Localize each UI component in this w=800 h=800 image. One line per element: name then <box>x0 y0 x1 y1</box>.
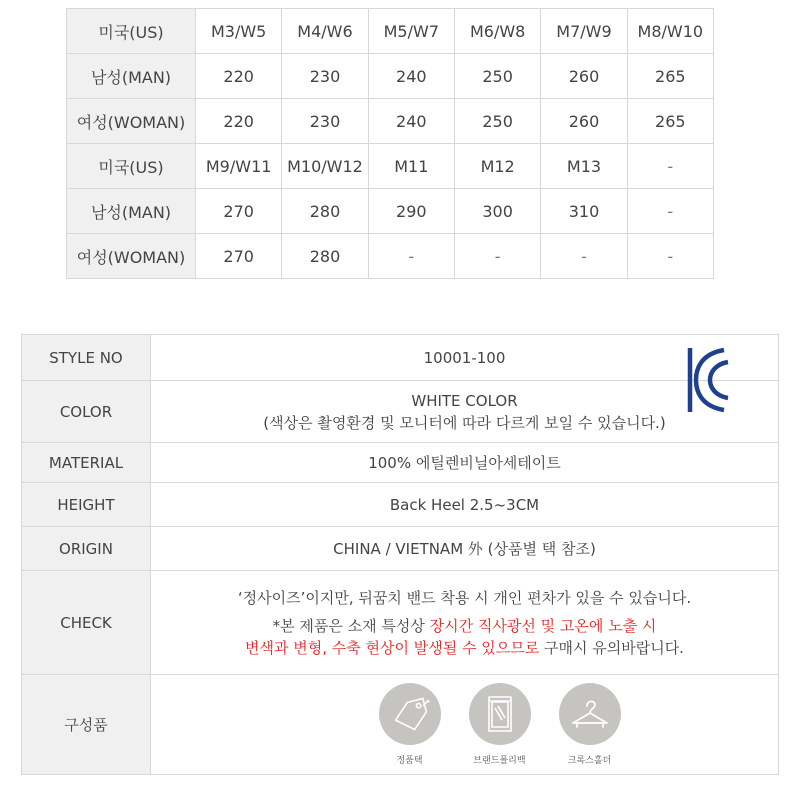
size-cell: 270 <box>196 234 282 279</box>
size-cell: 300 <box>454 189 540 234</box>
component-hanger <box>559 683 621 766</box>
size-cell: M4/W6 <box>282 9 368 54</box>
size-row <box>67 99 714 144</box>
size-cell: - <box>627 144 713 189</box>
info-row-check <box>22 571 779 675</box>
component-tag <box>379 683 441 766</box>
size-cell: 280 <box>282 234 368 279</box>
check-warning-intro: *본 제품은 소재 특성상 <box>272 616 430 635</box>
size-row <box>67 9 714 54</box>
size-cell: - <box>541 234 627 279</box>
size-row-label: 남성(MAN) <box>67 54 196 99</box>
size-row-label: 미국(US) <box>67 9 196 54</box>
size-cell: 265 <box>627 99 713 144</box>
size-cell: M6/W8 <box>454 9 540 54</box>
components-value <box>151 675 779 775</box>
info-row-origin <box>22 527 779 571</box>
size-cell: - <box>627 234 713 279</box>
tag-icon <box>379 683 441 745</box>
info-row-height <box>22 483 779 527</box>
component-hanger-caption: 크록스홀더 <box>567 756 612 766</box>
size-cell: 250 <box>454 99 540 144</box>
check-note: ‘정사이즈’이지만, 뒤꿈치 밴드 착용 시 개인 편차가 있을 수 있습니다. <box>237 588 692 607</box>
size-cell: M5/W7 <box>368 9 454 54</box>
color-label: COLOR <box>22 381 151 443</box>
size-cell: 240 <box>368 54 454 99</box>
style-no-value: 10001-100 <box>151 335 779 381</box>
component-polybag <box>469 683 531 766</box>
size-cell: M7/W9 <box>541 9 627 54</box>
size-cell: 220 <box>196 99 282 144</box>
size-cell: - <box>368 234 454 279</box>
info-row-components <box>22 675 779 775</box>
check-value <box>151 571 779 675</box>
size-cell: 230 <box>282 99 368 144</box>
origin-label: ORIGIN <box>22 527 151 571</box>
height-value: Back Heel 2.5~3CM <box>151 483 779 527</box>
size-row <box>67 189 714 234</box>
color-value-line1: WHITE COLOR <box>411 391 518 410</box>
size-table <box>66 8 714 279</box>
size-cell: 290 <box>368 189 454 234</box>
material-value: 100% 에틸렌비닐아세테이트 <box>151 443 779 483</box>
size-cell: M9/W11 <box>196 144 282 189</box>
size-cell: M10/W12 <box>282 144 368 189</box>
polybag-icon <box>469 683 531 745</box>
size-row-label: 미국(US) <box>67 144 196 189</box>
size-cell: 260 <box>541 54 627 99</box>
check-warning-red2: 변색과 변형, 수축 현상이 발생될 수 있으므로 <box>245 638 540 657</box>
info-row-color <box>22 381 779 443</box>
size-cell: 260 <box>541 99 627 144</box>
material-label: MATERIAL <box>22 443 151 483</box>
size-cell: - <box>627 189 713 234</box>
info-row-style-no <box>22 335 779 381</box>
size-row-label: 여성(WOMAN) <box>67 234 196 279</box>
size-cell: 250 <box>454 54 540 99</box>
size-cell: M12 <box>454 144 540 189</box>
size-cell: M8/W10 <box>627 9 713 54</box>
size-cell: 230 <box>282 54 368 99</box>
hanger-icon <box>559 683 621 745</box>
size-cell: 280 <box>282 189 368 234</box>
info-row-material <box>22 443 779 483</box>
size-cell: M13 <box>541 144 627 189</box>
kc-mark-icon <box>684 344 734 416</box>
components-label: 구성품 <box>22 675 151 775</box>
size-cell: - <box>454 234 540 279</box>
check-warning-line2 <box>151 637 778 659</box>
height-label: HEIGHT <box>22 483 151 527</box>
product-info-table <box>21 334 779 775</box>
origin-value: CHINA / VIETNAM 外 (상품별 택 참조) <box>151 527 779 571</box>
size-cell: 240 <box>368 99 454 144</box>
size-row <box>67 54 714 99</box>
check-warning-line1 <box>151 615 778 637</box>
check-warning-red1: 장시간 직사광선 및 고온에 노출 시 <box>429 616 657 635</box>
check-warning-outro: 구매시 유의바랍니다. <box>539 638 684 657</box>
size-row-label: 남성(MAN) <box>67 189 196 234</box>
component-tag-caption: 정품택 <box>396 756 423 766</box>
color-disclaimer: (색상은 촬영환경 및 모니터에 따라 다르게 보일 수 있습니다.) <box>263 413 666 432</box>
style-no-label: STYLE NO <box>22 335 151 381</box>
size-row <box>67 234 714 279</box>
size-cell: 265 <box>627 54 713 99</box>
size-cell: 220 <box>196 54 282 99</box>
check-label: CHECK <box>22 571 151 675</box>
size-cell: M11 <box>368 144 454 189</box>
size-row-label: 여성(WOMAN) <box>67 99 196 144</box>
size-row <box>67 144 714 189</box>
size-cell: M3/W5 <box>196 9 282 54</box>
size-cell: 310 <box>541 189 627 234</box>
size-cell: 270 <box>196 189 282 234</box>
component-polybag-caption: 브랜드폴리백 <box>473 756 526 766</box>
